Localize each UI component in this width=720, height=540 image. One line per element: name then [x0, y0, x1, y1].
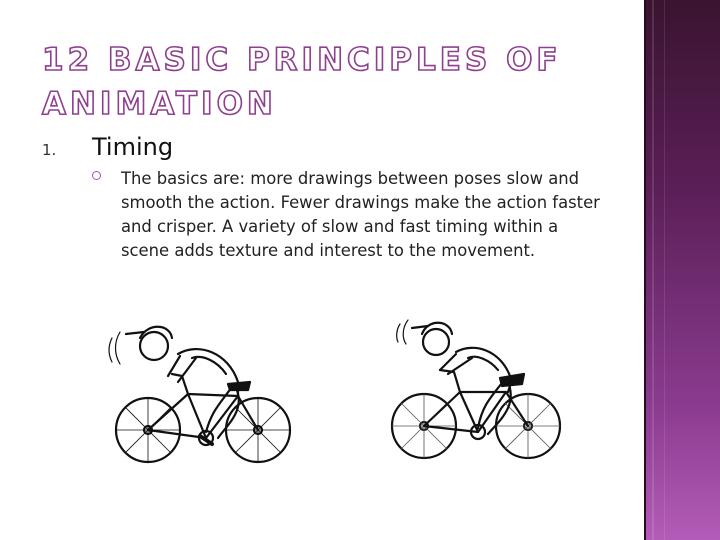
- cyclist-fast-icon: [382, 312, 567, 472]
- bullet-text: The basics are: more drawings between poses slow and smooth the action. Fewer drawings make the action faster and crisper. A variety of slow and fast timing within a scene adds texture and interest to the movement.: [121, 169, 600, 260]
- cyclist-slow-icon: [108, 312, 308, 472]
- list-heading: Timing: [92, 133, 174, 161]
- slide-title: 12 BASIC PRINCIPLES OF ANIMATION: [42, 42, 562, 122]
- band-stripe: [652, 0, 654, 540]
- bullet-icon: [92, 171, 101, 180]
- band-stripe: [664, 0, 665, 540]
- decorative-side-band: [642, 0, 720, 540]
- list-number: 1.: [42, 141, 57, 159]
